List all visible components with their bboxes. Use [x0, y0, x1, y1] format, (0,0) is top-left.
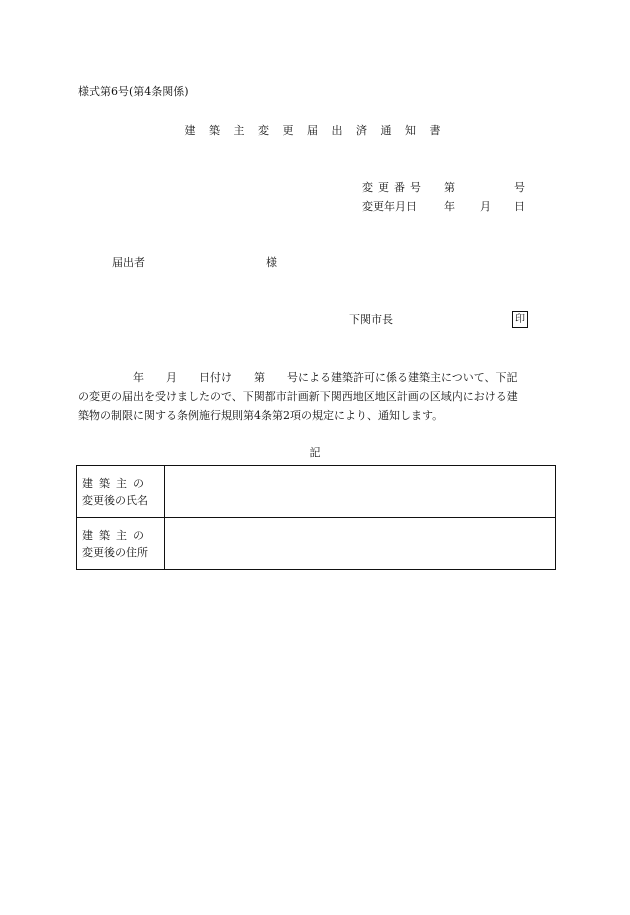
- change-details-table: [76, 465, 556, 570]
- mayor-title: 下関市長: [349, 313, 393, 326]
- change-number-label: 変更番号: [362, 181, 426, 194]
- owner-name-label-line2: 変更後の氏名: [82, 493, 148, 507]
- change-date-month: 月: [480, 200, 491, 213]
- ki-heading: 記: [309, 446, 321, 459]
- change-date-label: 変更年月日: [362, 200, 417, 213]
- owner-address-value-cell[interactable]: [165, 518, 556, 570]
- change-date-year: 年: [444, 200, 455, 213]
- seal-mark: 印: [512, 311, 528, 328]
- notice-body-line: の変更の届出を受けましたので、下関都市計画新下関西地区地区計画の区域内における建: [78, 390, 518, 403]
- form-number: 様式第6号(第4条関係): [78, 85, 189, 98]
- change-number-go: 号: [514, 181, 525, 194]
- table-row: [77, 466, 556, 518]
- table-row: [77, 518, 556, 570]
- owner-name-value-cell[interactable]: [165, 466, 556, 518]
- notice-body-line: 築物の制限に関する条例施行規則第4条第2項の規定により、通知します。: [78, 409, 444, 422]
- notifier-label: 届出者: [112, 256, 145, 269]
- change-number-dai: 第: [444, 181, 455, 194]
- document-title: 建 築 主 変 更 届 出 済 通 知 書: [184, 124, 446, 137]
- owner-name-label-line1: 建築主の: [82, 476, 150, 490]
- table-label-cell: [77, 466, 165, 518]
- table-label-cell: [77, 518, 165, 570]
- owner-address-label-line2: 変更後の住所: [82, 545, 148, 559]
- change-date-day: 日: [514, 200, 525, 213]
- notice-body-line: 年 月 日付け 第 号による建築許可に係る建築主について、下記: [78, 371, 518, 384]
- owner-address-label-line1: 建築主の: [82, 528, 150, 542]
- notice-body: [78, 368, 550, 425]
- notifier-honorific: 様: [266, 256, 277, 269]
